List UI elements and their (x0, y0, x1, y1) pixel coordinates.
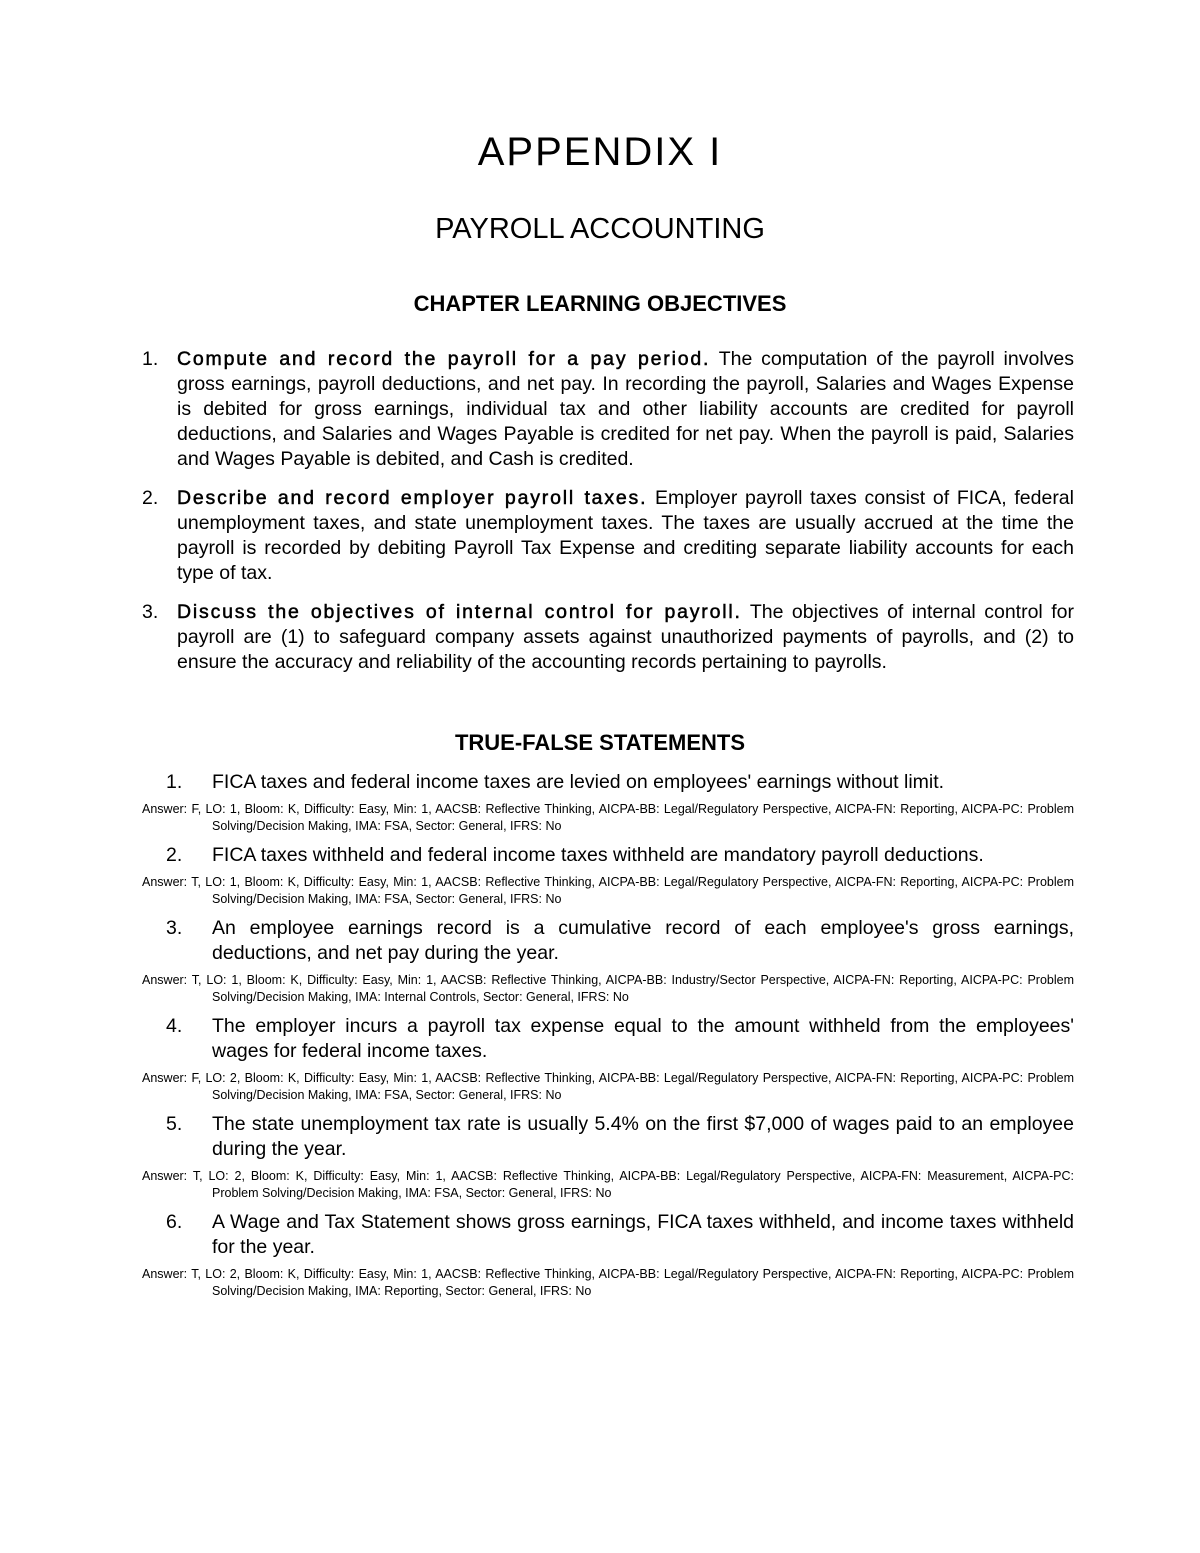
question-number: 5. (166, 1113, 183, 1135)
learning-objective (142, 600, 1074, 675)
question-number: 4. (166, 1015, 183, 1037)
question-statement (142, 916, 1074, 966)
true-false-heading: TRUE-FALSE STATEMENTS (454, 730, 746, 755)
appendix-title: APPENDIX I (477, 130, 723, 174)
true-false-question (142, 916, 1074, 1006)
question-number: 1. (166, 771, 183, 793)
chapter-title: PAYROLL ACCOUNTING (435, 213, 765, 245)
true-false-question (142, 843, 1074, 908)
objective-title: Discuss the objectives of internal control for payroll. (177, 601, 742, 623)
answer-metadata: Answer: T, LO: 2, Bloom: K, Difficulty: Easy, Min: 1, AACSB: Reflective Thinking, AICPA-BB: Legal/Regulatory Perspective, AICPA-FN: Reporting, AICPA-PC: Problem Solving/Decision Making, IMA: Reporting, Sector: General, IFRS: No (142, 1267, 1074, 1298)
true-false-question (142, 1112, 1074, 1202)
objective-text: The computation of the payroll involves gross earnings, payroll deductions, and net pay. In recording the payroll, Salaries and Wages Expense is debited for gross earnings, individual tax and other liability accounts are credited for payroll deductions, and Salaries and Wages Payable is credited for net pay. When the payroll is paid, Salaries and Wages Payable is debited, and Cash is credited. (177, 348, 1075, 470)
question-text: FICA taxes and federal income taxes are levied on employees' earnings without limit. (212, 771, 945, 793)
learning-objectives-list (142, 347, 1074, 689)
question-statement (142, 770, 1074, 795)
learning-objectives-heading: CHAPTER LEARNING OBJECTIVES (413, 291, 787, 316)
objective-number: 3. (142, 601, 159, 623)
objective-title: Compute and record the payroll for a pay period. (177, 348, 711, 370)
question-number: 6. (166, 1211, 183, 1233)
question-number: 3. (166, 917, 183, 939)
learning-objective (142, 347, 1074, 472)
true-false-question (142, 1210, 1074, 1300)
answer-metadata: Answer: T, LO: 1, Bloom: K, Difficulty: Easy, Min: 1, AACSB: Reflective Thinking, AICPA-BB: Legal/Regulatory Perspective, AICPA-FN: Reporting, AICPA-PC: Problem Solving/Decision Making, IMA: FSA, Sector: General, IFRS: No (142, 875, 1074, 906)
objective-text: The objectives of internal control for payroll are (1) to safeguard company assets against unauthorized payments of payrolls, and (2) to ensure the accuracy and reliability of the accounting records pertaining to payrolls. (177, 601, 1074, 673)
answer-metadata: Answer: T, LO: 1, Bloom: K, Difficulty: Easy, Min: 1, AACSB: Reflective Thinking, AICPA-BB: Industry/Sector Perspective, AICPA-FN: Reporting, AICPA-PC: Problem Solving/Decision Making, IMA: Internal Controls, Sector: General, IFRS: No (142, 973, 1074, 1004)
question-text: FICA taxes withheld and federal income taxes withheld are mandatory payroll deductions. (212, 844, 984, 866)
question-statement (142, 1210, 1074, 1260)
answer-metadata: Answer: F, LO: 1, Bloom: K, Difficulty: Easy, Min: 1, AACSB: Reflective Thinking, AICPA-BB: Legal/Regulatory Perspective, AICPA-FN: Reporting, AICPA-PC: Problem Solving/Decision Making, IMA: FSA, Sector: General, IFRS: No (142, 802, 1074, 833)
question-statement (142, 1112, 1074, 1162)
objective-title: Describe and record employer payroll taxes. (177, 487, 648, 509)
learning-objective (142, 486, 1074, 586)
true-false-question (142, 1014, 1074, 1104)
true-false-list (142, 770, 1074, 1308)
question-statement (142, 843, 1074, 868)
question-text: The employer incurs a payroll tax expense equal to the amount withheld from the employees' wages for federal income taxes. (212, 1015, 1074, 1062)
question-statement (142, 1014, 1074, 1064)
question-text: A Wage and Tax Statement shows gross earnings, FICA taxes withheld, and income taxes withheld for the year. (212, 1211, 1074, 1258)
answer-metadata: Answer: T, LO: 2, Bloom: K, Difficulty: Easy, Min: 1, AACSB: Reflective Thinking, AICPA-BB: Legal/Regulatory Perspective, AICPA-FN: Measurement, AICPA-PC: Problem Solving/Decision Making, IMA: FSA, Sector: General, IFRS: No (142, 1169, 1074, 1200)
objective-number: 2. (142, 487, 159, 509)
objective-text: Employer payroll taxes consist of FICA, federal unemployment taxes, and state unemployment taxes. The taxes are usually accrued at the time the payroll is recorded by debiting Payroll Tax Expense and crediting separate liability accounts for each type of tax. (177, 487, 1074, 584)
question-number: 2. (166, 844, 183, 866)
question-text: The state unemployment tax rate is usually 5.4% on the first $7,000 of wages paid to an employee during the year. (212, 1113, 1074, 1160)
question-text: An employee earnings record is a cumulative record of each employee's gross earnings, deductions, and net pay during the year. (212, 917, 1074, 964)
objective-number: 1. (142, 348, 159, 370)
true-false-question (142, 770, 1074, 835)
answer-metadata: Answer: F, LO: 2, Bloom: K, Difficulty: Easy, Min: 1, AACSB: Reflective Thinking, AICPA-BB: Legal/Regulatory Perspective, AICPA-FN: Reporting, AICPA-PC: Problem Solving/Decision Making, IMA: FSA, Sector: General, IFRS: No (142, 1071, 1074, 1102)
